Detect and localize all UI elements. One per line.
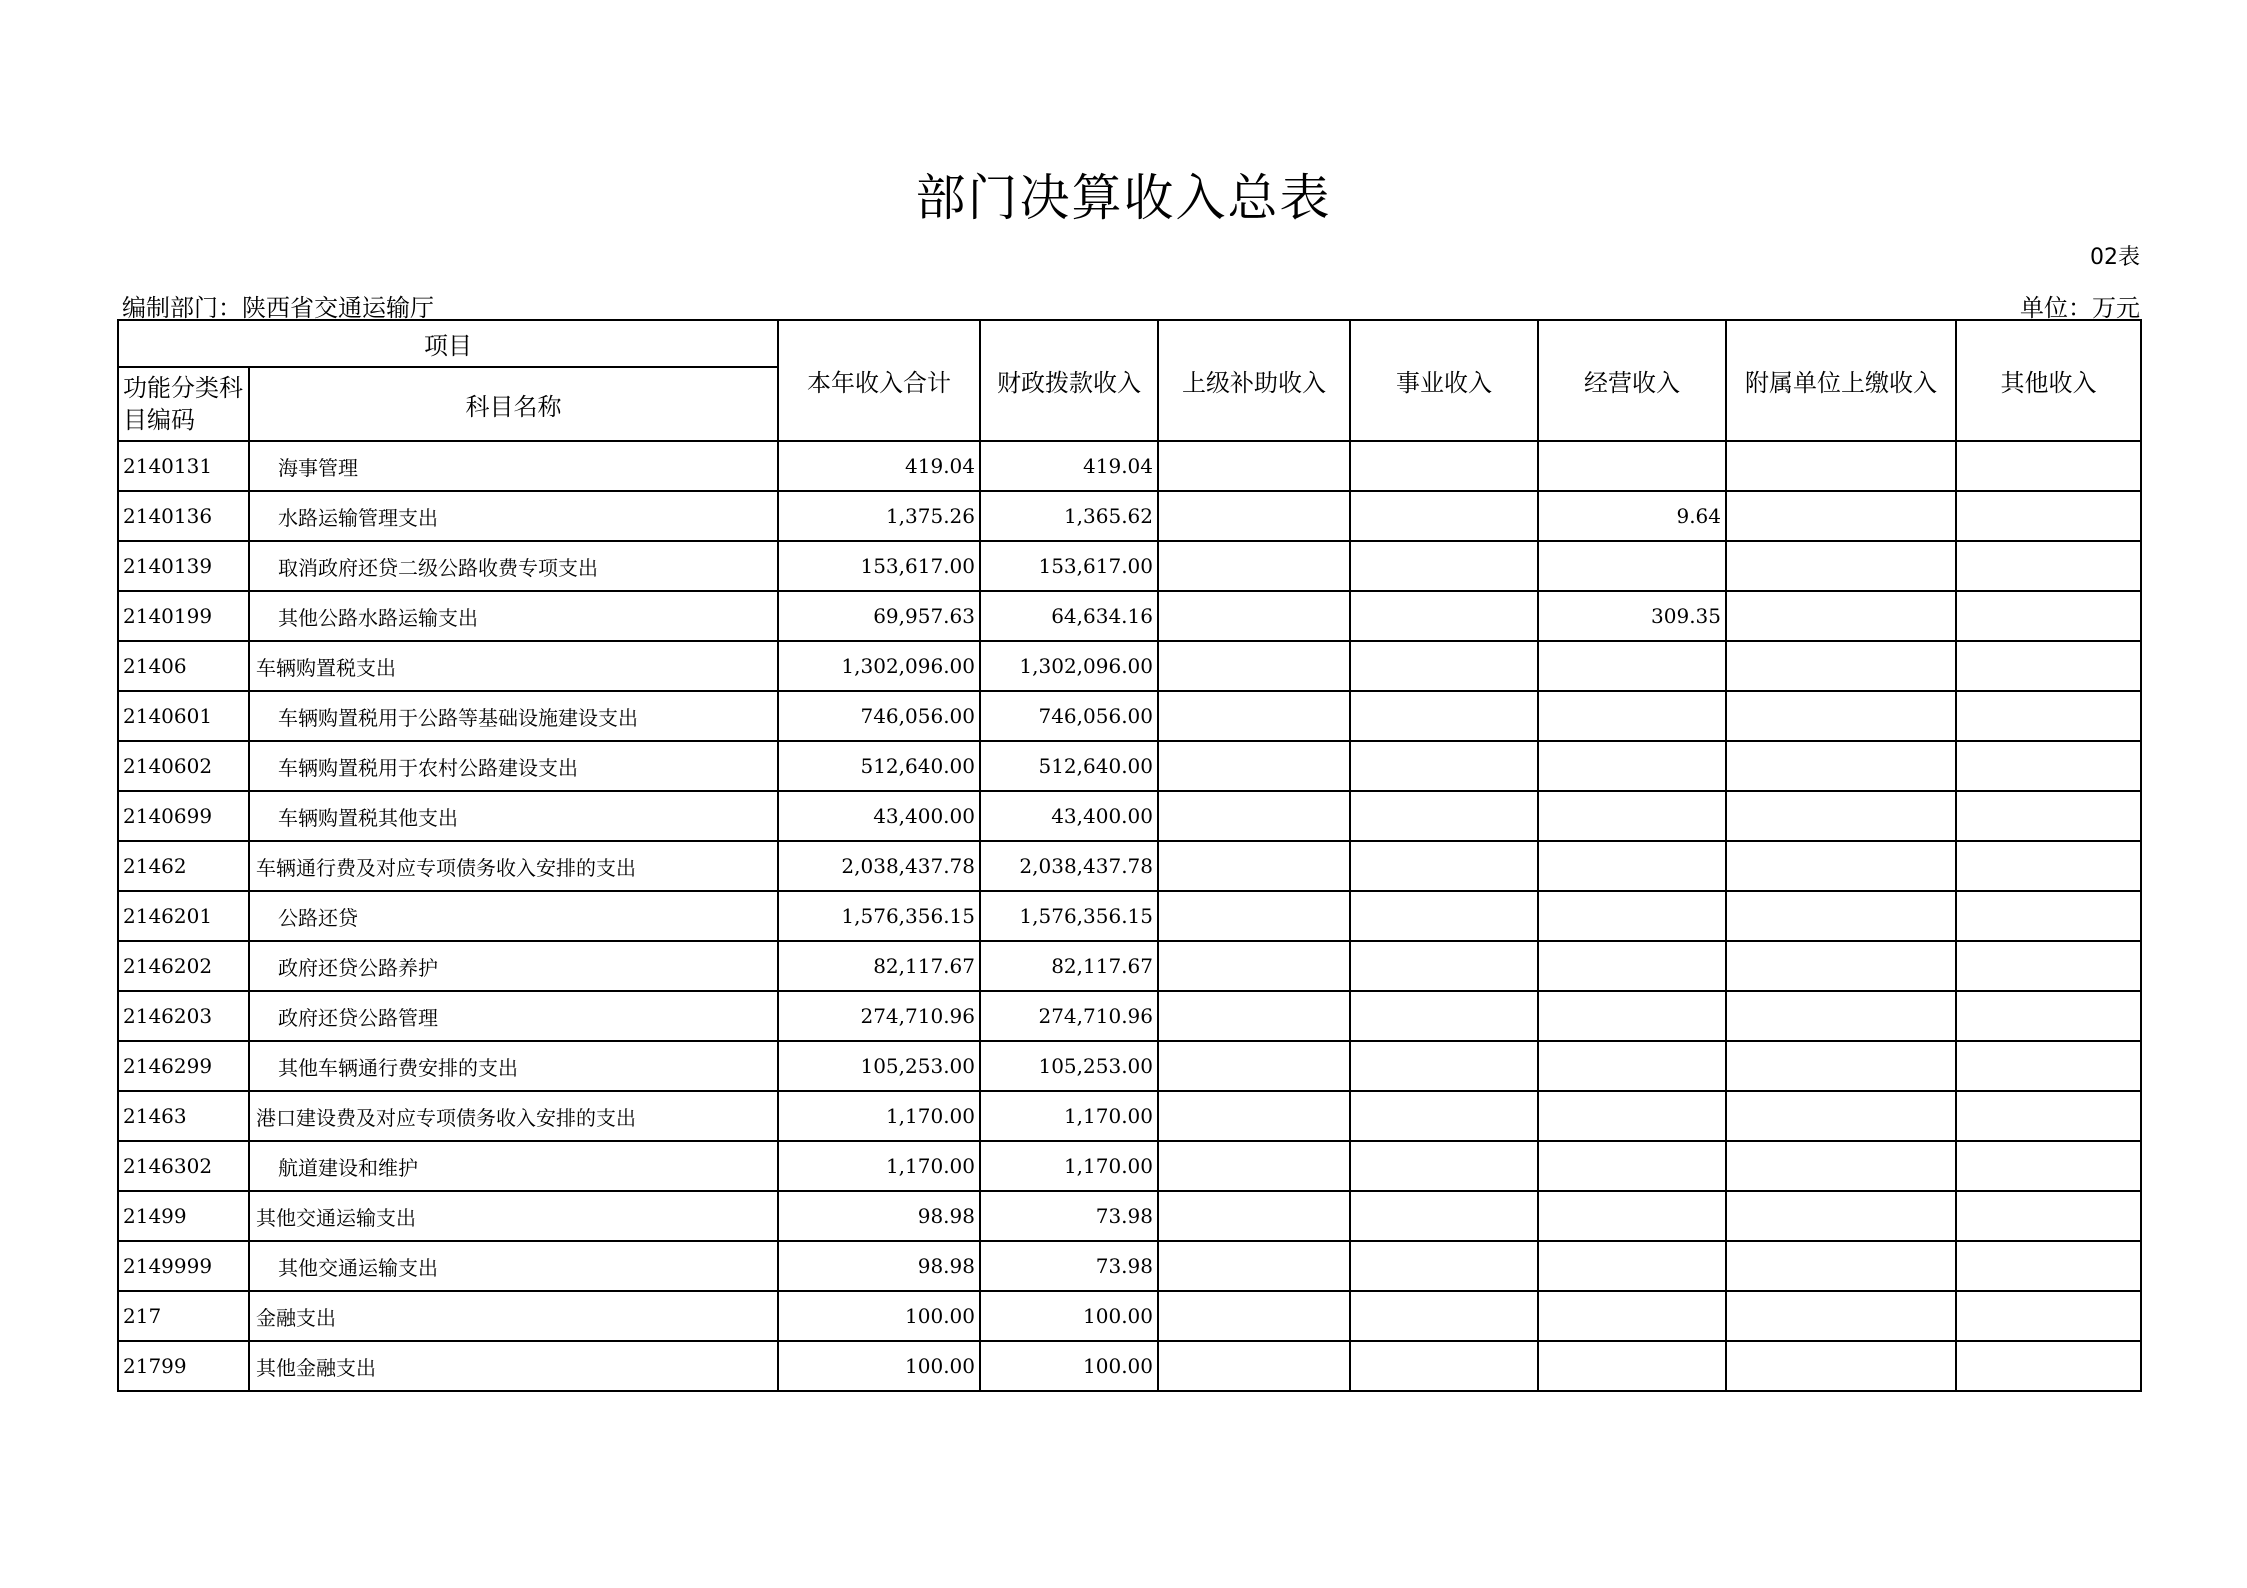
row-other-value bbox=[1956, 941, 2141, 991]
unit-label: 单位：万元 bbox=[2020, 294, 2140, 322]
table-row bbox=[118, 541, 2141, 591]
name-header: 科目名称 bbox=[249, 367, 778, 441]
row-superior-value bbox=[1158, 541, 1350, 591]
row-name: 政府还贷公路管理 bbox=[249, 991, 778, 1041]
row-superior-value bbox=[1158, 441, 1350, 491]
row-affiliated-value bbox=[1726, 1191, 1956, 1241]
row-fiscal-value: 153,617.00 bbox=[980, 541, 1158, 591]
row-code: 21462 bbox=[118, 841, 249, 891]
operating-header: 经营收入 bbox=[1538, 320, 1726, 441]
row-name: 公路还贷 bbox=[249, 891, 778, 941]
row-superior-value bbox=[1158, 1091, 1350, 1141]
row-business-value bbox=[1350, 491, 1538, 541]
row-operating-value bbox=[1538, 1041, 1726, 1091]
row-operating-value bbox=[1538, 641, 1726, 691]
row-name: 车辆购置税其他支出 bbox=[249, 791, 778, 841]
row-operating-value bbox=[1538, 441, 1726, 491]
row-operating-value bbox=[1538, 841, 1726, 891]
table-row bbox=[118, 941, 2141, 991]
row-superior-value bbox=[1158, 591, 1350, 641]
row-code: 2140199 bbox=[118, 591, 249, 641]
row-fiscal-value: 1,170.00 bbox=[980, 1091, 1158, 1141]
row-business-value bbox=[1350, 1041, 1538, 1091]
row-total-value: 105,253.00 bbox=[778, 1041, 980, 1091]
row-affiliated-value bbox=[1726, 491, 1956, 541]
row-affiliated-value bbox=[1726, 591, 1956, 641]
row-fiscal-value: 419.04 bbox=[980, 441, 1158, 491]
row-fiscal-value: 64,634.16 bbox=[980, 591, 1158, 641]
row-superior-value bbox=[1158, 641, 1350, 691]
row-operating-value bbox=[1538, 741, 1726, 791]
row-total-value: 98.98 bbox=[778, 1241, 980, 1291]
row-business-value bbox=[1350, 1341, 1538, 1391]
row-name: 海事管理 bbox=[249, 441, 778, 491]
row-other-value bbox=[1956, 741, 2141, 791]
row-total-value: 746,056.00 bbox=[778, 691, 980, 741]
row-other-value bbox=[1956, 991, 2141, 1041]
row-fiscal-value: 1,302,096.00 bbox=[980, 641, 1158, 691]
row-fiscal-value: 1,170.00 bbox=[980, 1141, 1158, 1191]
row-superior-value bbox=[1158, 1291, 1350, 1341]
row-name: 政府还贷公路养护 bbox=[249, 941, 778, 991]
row-operating-value bbox=[1538, 691, 1726, 741]
department-label: 编制部门：陕西省交通运输厅 bbox=[122, 294, 434, 322]
row-affiliated-value bbox=[1726, 741, 1956, 791]
row-affiliated-value bbox=[1726, 1241, 1956, 1291]
row-fiscal-value: 82,117.67 bbox=[980, 941, 1158, 991]
row-code: 2146302 bbox=[118, 1141, 249, 1191]
row-fiscal-value: 2,038,437.78 bbox=[980, 841, 1158, 891]
row-total-value: 82,117.67 bbox=[778, 941, 980, 991]
row-total-value: 1,170.00 bbox=[778, 1091, 980, 1141]
row-superior-value bbox=[1158, 1041, 1350, 1091]
row-total-value: 512,640.00 bbox=[778, 741, 980, 791]
row-business-value bbox=[1350, 1141, 1538, 1191]
row-affiliated-value bbox=[1726, 991, 1956, 1041]
row-fiscal-value: 1,576,356.15 bbox=[980, 891, 1158, 941]
row-business-value bbox=[1350, 541, 1538, 591]
row-name: 取消政府还贷二级公路收费专项支出 bbox=[249, 541, 778, 591]
other-header: 其他收入 bbox=[1956, 320, 2141, 441]
row-total-value: 1,170.00 bbox=[778, 1141, 980, 1191]
table-row bbox=[118, 691, 2141, 741]
row-total-value: 419.04 bbox=[778, 441, 980, 491]
row-total-value: 98.98 bbox=[778, 1191, 980, 1241]
row-business-value bbox=[1350, 1191, 1538, 1241]
row-affiliated-value bbox=[1726, 541, 1956, 591]
row-fiscal-value: 43,400.00 bbox=[980, 791, 1158, 841]
row-total-value: 69,957.63 bbox=[778, 591, 980, 641]
row-operating-value bbox=[1538, 891, 1726, 941]
total-header: 本年收入合计 bbox=[778, 320, 980, 441]
row-other-value bbox=[1956, 641, 2141, 691]
row-affiliated-value bbox=[1726, 1141, 1956, 1191]
row-other-value bbox=[1956, 691, 2141, 741]
table-row bbox=[118, 841, 2141, 891]
row-affiliated-value bbox=[1726, 1291, 1956, 1341]
row-affiliated-value bbox=[1726, 891, 1956, 941]
table-row bbox=[118, 591, 2141, 641]
row-superior-value bbox=[1158, 491, 1350, 541]
row-name: 港口建设费及对应专项债务收入安排的支出 bbox=[249, 1091, 778, 1141]
row-code: 21499 bbox=[118, 1191, 249, 1241]
row-name: 其他金融支出 bbox=[249, 1341, 778, 1391]
superior-header: 上级补助收入 bbox=[1158, 320, 1350, 441]
affiliated-header: 附属单位上缴收入 bbox=[1726, 320, 1956, 441]
row-operating-value bbox=[1538, 1241, 1726, 1291]
row-fiscal-value: 100.00 bbox=[980, 1291, 1158, 1341]
row-operating-value bbox=[1538, 791, 1726, 841]
row-code: 2140131 bbox=[118, 441, 249, 491]
row-total-value: 100.00 bbox=[778, 1341, 980, 1391]
row-name: 其他交通运输支出 bbox=[249, 1191, 778, 1241]
row-fiscal-value: 105,253.00 bbox=[980, 1041, 1158, 1091]
row-name: 金融支出 bbox=[249, 1291, 778, 1341]
row-business-value bbox=[1350, 1091, 1538, 1141]
row-other-value bbox=[1956, 441, 2141, 491]
row-code: 2146202 bbox=[118, 941, 249, 991]
row-total-value: 1,375.26 bbox=[778, 491, 980, 541]
row-other-value bbox=[1956, 541, 2141, 591]
row-name: 车辆通行费及对应专项债务收入安排的支出 bbox=[249, 841, 778, 891]
row-code: 2140602 bbox=[118, 741, 249, 791]
row-fiscal-value: 100.00 bbox=[980, 1341, 1158, 1391]
row-business-value bbox=[1350, 941, 1538, 991]
table-row bbox=[118, 1291, 2141, 1341]
row-code: 21799 bbox=[118, 1341, 249, 1391]
row-business-value bbox=[1350, 641, 1538, 691]
row-code: 21463 bbox=[118, 1091, 249, 1141]
row-business-value bbox=[1350, 741, 1538, 791]
fiscal-header: 财政拨款收入 bbox=[980, 320, 1158, 441]
row-affiliated-value bbox=[1726, 691, 1956, 741]
row-superior-value bbox=[1158, 891, 1350, 941]
row-affiliated-value bbox=[1726, 641, 1956, 691]
row-other-value bbox=[1956, 491, 2141, 541]
row-other-value bbox=[1956, 1291, 2141, 1341]
row-code: 2149999 bbox=[118, 1241, 249, 1291]
row-operating-value bbox=[1538, 941, 1726, 991]
row-superior-value bbox=[1158, 991, 1350, 1041]
row-code: 217 bbox=[118, 1291, 249, 1341]
business-header: 事业收入 bbox=[1350, 320, 1538, 441]
row-business-value bbox=[1350, 691, 1538, 741]
income-summary-table bbox=[117, 319, 2142, 1392]
row-business-value bbox=[1350, 1241, 1538, 1291]
row-name: 其他交通运输支出 bbox=[249, 1241, 778, 1291]
row-code: 2146201 bbox=[118, 891, 249, 941]
row-name: 车辆购置税用于公路等基础设施建设支出 bbox=[249, 691, 778, 741]
table-row bbox=[118, 641, 2141, 691]
row-total-value: 2,038,437.78 bbox=[778, 841, 980, 891]
row-operating-value: 9.64 bbox=[1538, 491, 1726, 541]
row-fiscal-value: 746,056.00 bbox=[980, 691, 1158, 741]
table-row bbox=[118, 1241, 2141, 1291]
row-superior-value bbox=[1158, 1341, 1350, 1391]
code-header: 功能分类科目编码 bbox=[118, 367, 249, 441]
row-code: 21406 bbox=[118, 641, 249, 691]
row-other-value bbox=[1956, 891, 2141, 941]
row-superior-value bbox=[1158, 741, 1350, 791]
row-business-value bbox=[1350, 991, 1538, 1041]
row-operating-value: 309.35 bbox=[1538, 591, 1726, 641]
row-total-value: 274,710.96 bbox=[778, 991, 980, 1041]
row-superior-value bbox=[1158, 691, 1350, 741]
row-total-value: 100.00 bbox=[778, 1291, 980, 1341]
row-affiliated-value bbox=[1726, 841, 1956, 891]
row-affiliated-value bbox=[1726, 441, 1956, 491]
table-row bbox=[118, 441, 2141, 491]
row-other-value bbox=[1956, 1241, 2141, 1291]
row-total-value: 1,576,356.15 bbox=[778, 891, 980, 941]
row-operating-value bbox=[1538, 991, 1726, 1041]
row-other-value bbox=[1956, 1341, 2141, 1391]
table-row bbox=[118, 741, 2141, 791]
row-other-value bbox=[1956, 1041, 2141, 1091]
row-superior-value bbox=[1158, 791, 1350, 841]
row-name: 其他车辆通行费安排的支出 bbox=[249, 1041, 778, 1091]
page-title: 部门决算收入总表 bbox=[915, 169, 1332, 227]
form-number: 02表 bbox=[2090, 245, 2140, 270]
row-superior-value bbox=[1158, 1241, 1350, 1291]
row-name: 其他公路水路运输支出 bbox=[249, 591, 778, 641]
row-name: 车辆购置税支出 bbox=[249, 641, 778, 691]
row-superior-value bbox=[1158, 1191, 1350, 1241]
row-operating-value bbox=[1538, 541, 1726, 591]
row-code: 2140139 bbox=[118, 541, 249, 591]
row-name: 车辆购置税用于农村公路建设支出 bbox=[249, 741, 778, 791]
row-other-value bbox=[1956, 841, 2141, 891]
row-affiliated-value bbox=[1726, 1341, 1956, 1391]
row-fiscal-value: 73.98 bbox=[980, 1241, 1158, 1291]
row-total-value: 153,617.00 bbox=[778, 541, 980, 591]
row-business-value bbox=[1350, 891, 1538, 941]
row-fiscal-value: 73.98 bbox=[980, 1191, 1158, 1241]
row-operating-value bbox=[1538, 1091, 1726, 1141]
row-superior-value bbox=[1158, 941, 1350, 991]
row-code: 2146203 bbox=[118, 991, 249, 1041]
row-superior-value bbox=[1158, 1141, 1350, 1191]
row-other-value bbox=[1956, 1191, 2141, 1241]
table-row bbox=[118, 1141, 2141, 1191]
row-operating-value bbox=[1538, 1191, 1726, 1241]
row-business-value bbox=[1350, 791, 1538, 841]
table-row bbox=[118, 1041, 2141, 1091]
row-other-value bbox=[1956, 1091, 2141, 1141]
row-affiliated-value bbox=[1726, 791, 1956, 841]
row-fiscal-value: 512,640.00 bbox=[980, 741, 1158, 791]
row-affiliated-value bbox=[1726, 1041, 1956, 1091]
row-other-value bbox=[1956, 791, 2141, 841]
table-row bbox=[118, 1341, 2141, 1391]
row-code: 2146299 bbox=[118, 1041, 249, 1091]
row-total-value: 43,400.00 bbox=[778, 791, 980, 841]
row-other-value bbox=[1956, 1141, 2141, 1191]
item-header: 项目 bbox=[118, 320, 778, 367]
row-business-value bbox=[1350, 1291, 1538, 1341]
row-total-value: 1,302,096.00 bbox=[778, 641, 980, 691]
row-code: 2140699 bbox=[118, 791, 249, 841]
row-business-value bbox=[1350, 841, 1538, 891]
table-row bbox=[118, 491, 2141, 541]
row-fiscal-value: 1,365.62 bbox=[980, 491, 1158, 541]
table-row bbox=[118, 791, 2141, 841]
row-operating-value bbox=[1538, 1341, 1726, 1391]
row-superior-value bbox=[1158, 841, 1350, 891]
row-operating-value bbox=[1538, 1141, 1726, 1191]
row-name: 水路运输管理支出 bbox=[249, 491, 778, 541]
row-other-value bbox=[1956, 591, 2141, 641]
row-code: 2140601 bbox=[118, 691, 249, 741]
row-operating-value bbox=[1538, 1291, 1726, 1341]
row-business-value bbox=[1350, 591, 1538, 641]
table-row bbox=[118, 1191, 2141, 1241]
table-row bbox=[118, 891, 2141, 941]
row-business-value bbox=[1350, 441, 1538, 491]
row-affiliated-value bbox=[1726, 1091, 1956, 1141]
row-code: 2140136 bbox=[118, 491, 249, 541]
row-affiliated-value bbox=[1726, 941, 1956, 991]
row-fiscal-value: 274,710.96 bbox=[980, 991, 1158, 1041]
table-row bbox=[118, 991, 2141, 1041]
table-row bbox=[118, 1091, 2141, 1141]
row-name: 航道建设和维护 bbox=[249, 1141, 778, 1191]
